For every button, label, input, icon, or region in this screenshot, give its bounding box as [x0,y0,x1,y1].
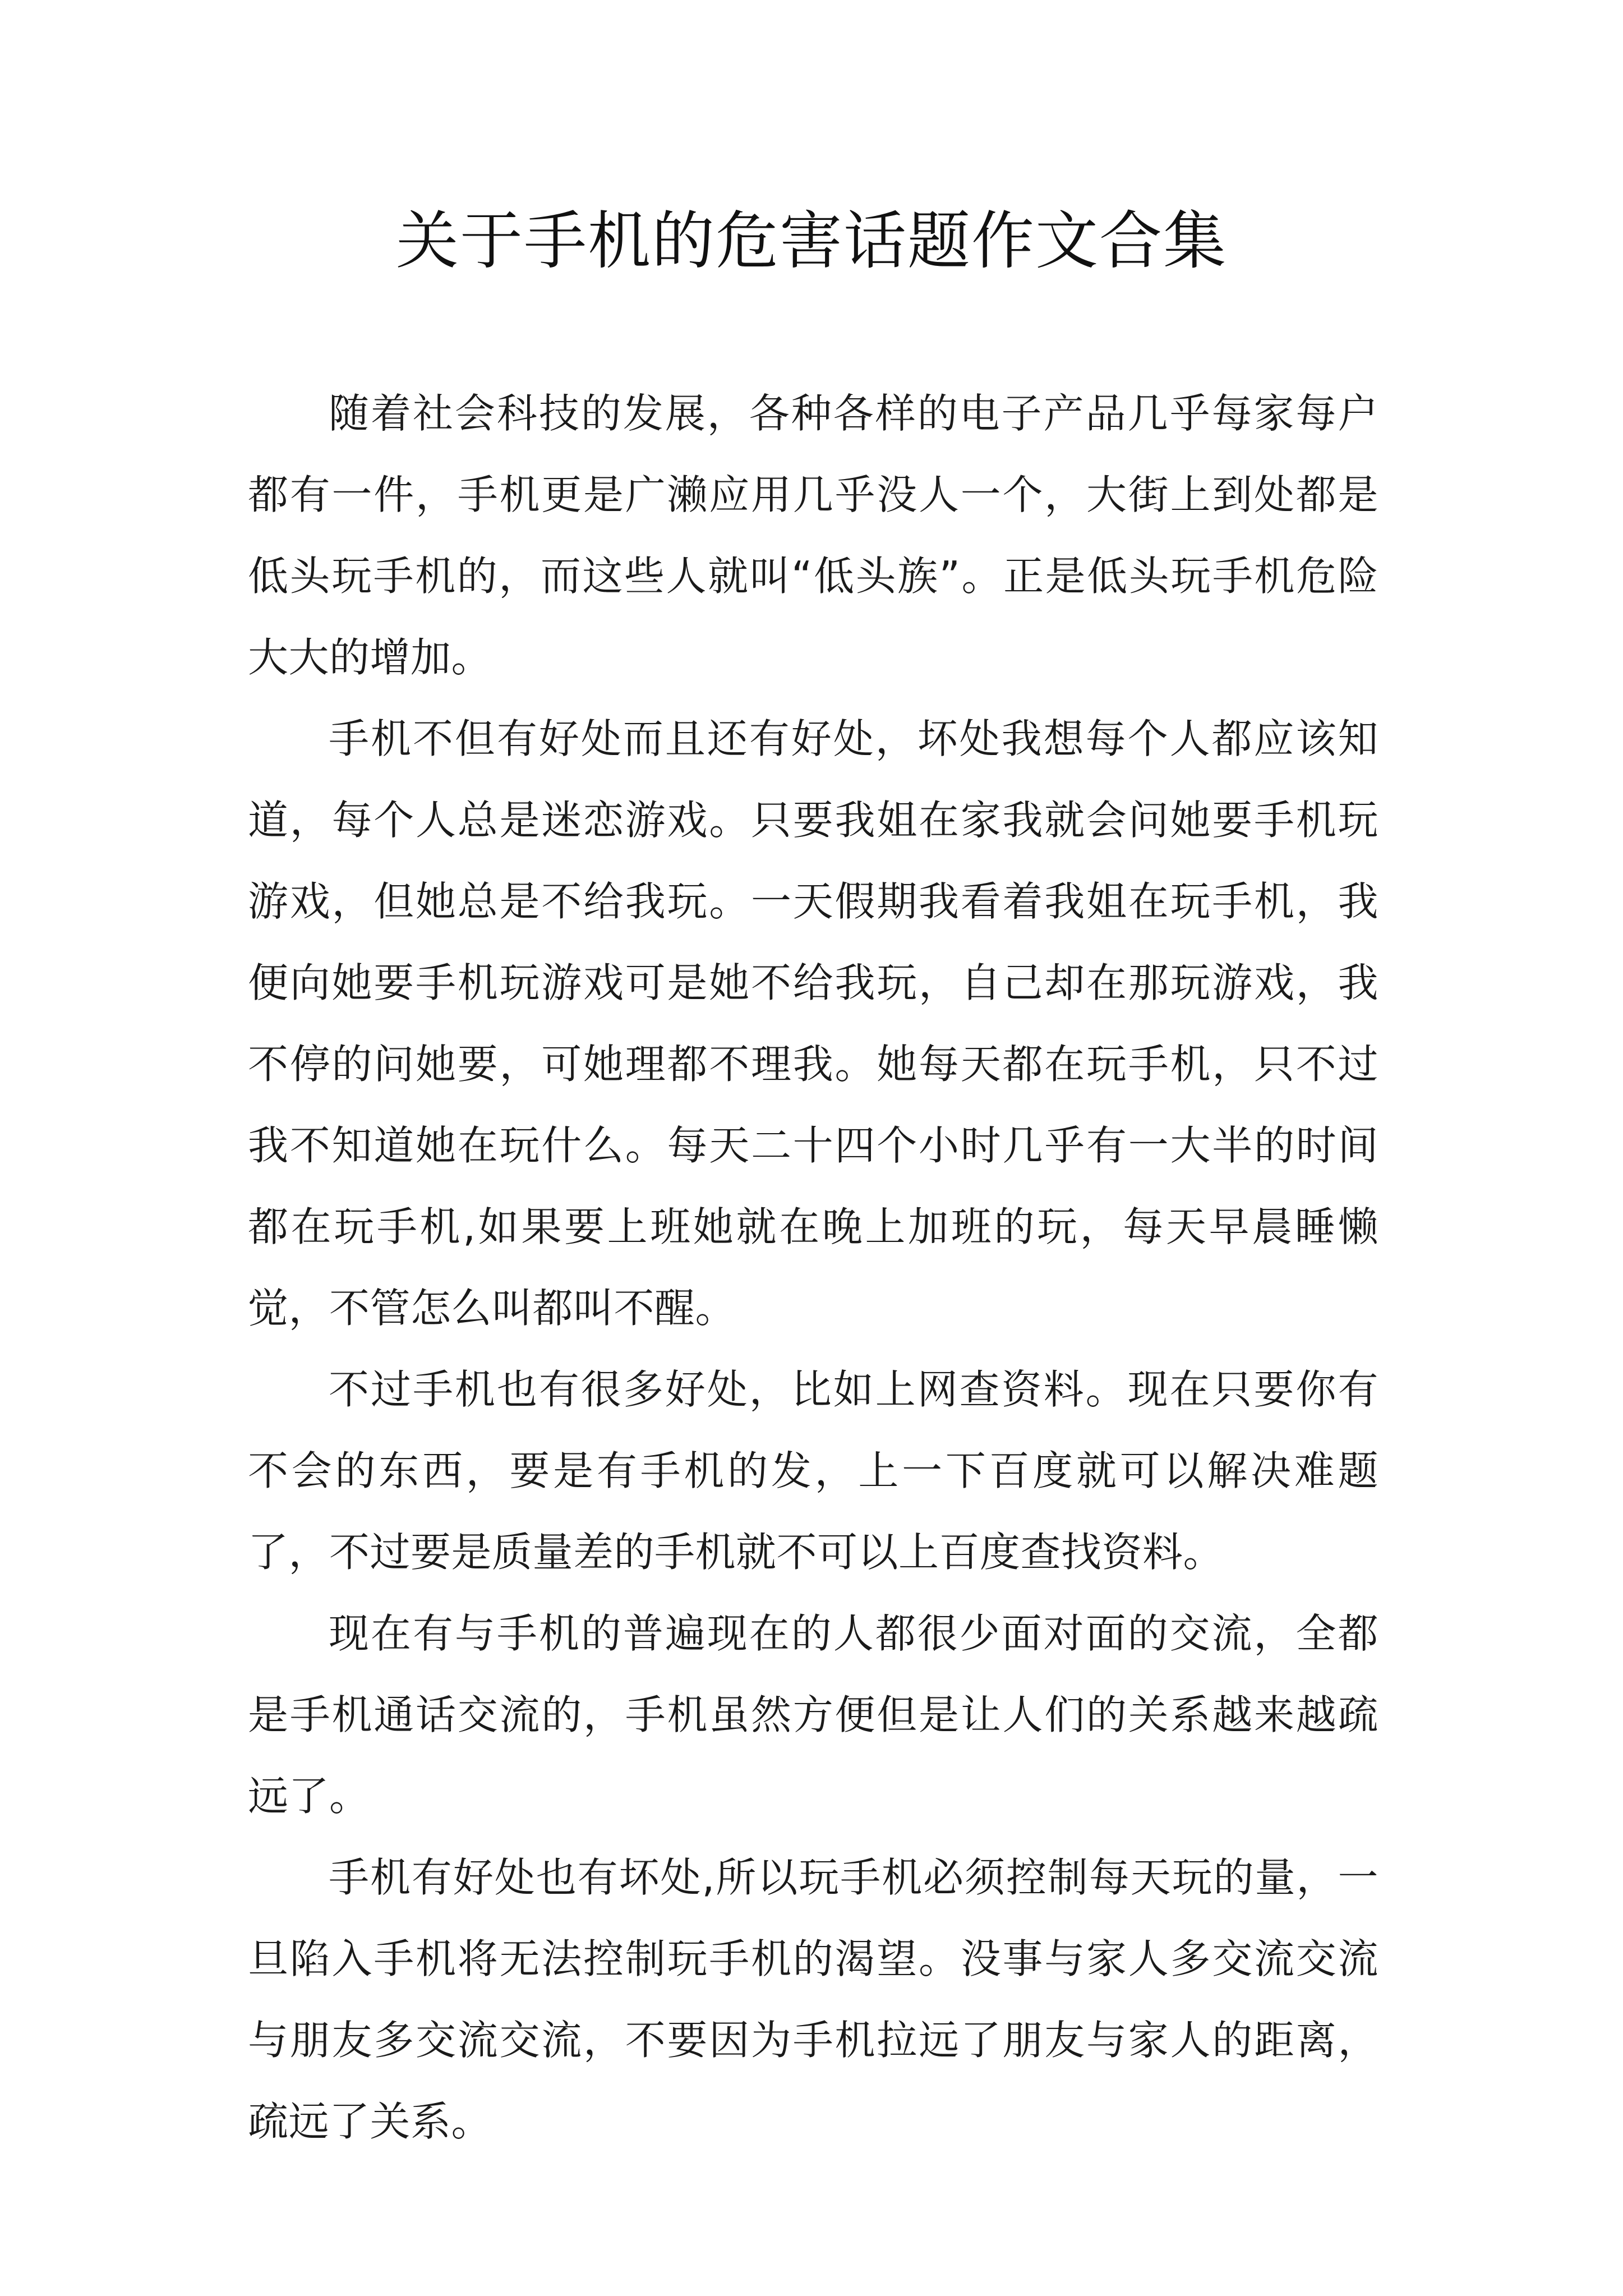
paragraph-1: 随着社会科技的发展，各种各样的电子产品几乎每家每户都有一件，手机更是广濑应用几乎没人一个，大街上到处都是低头玩手机的，而这些人就叫“低头族”。正是低头玩手机危险大大的增加。 [248,390,1378,681]
paragraph-3: 不过手机也有很多好处，比如上网查资料。现在只要你有不会的东西，要是有手机的发，上一下百度就可以解决难题了，不过要是质量差的手机就不可以上百度查找资料。 [248,1366,1378,1576]
paragraph-4: 现在有与手机的普遍现在的人都很少面对面的交流，全都是手机通话交流的，手机虽然方便但是让人们的关系越来越疏远了。 [248,1610,1378,1820]
paragraph-2: 手机不但有好处而且还有好处，坏处我想每个人都应该知道，每个人总是迷恋游戏。只要我姐在家我就会问她要手机玩游戏，但她总是不给我玩。一天假期我看着我姐在玩手机，我便向她要手机玩游戏可是她不给我玩，自己却在那玩游戏，我不停的问她要，可她理都不理我。她每天都在玩手机，只不过我不知道她在玩什么。每天二十四个小时几乎有一大半的时间都在玩手机,如果要上班她就在晚上加班的玩，每天早晨睡懒觉，不管怎么叫都叫不醒。 [248,715,1378,1332]
paragraph-5: 手机有好处也有坏处,所以玩手机必须控制每天玩的量，一旦陷入手机将无法控制玩手机的渴望。没事与家人多交流交流与朋友多交流交流，不要因为手机拉远了朋友与家人的距离，疏远了关系。 [248,1854,1378,2145]
document-title: 关于手机的危害话题作文合集 [396,205,1227,278]
document-body [248,373,1378,2162]
